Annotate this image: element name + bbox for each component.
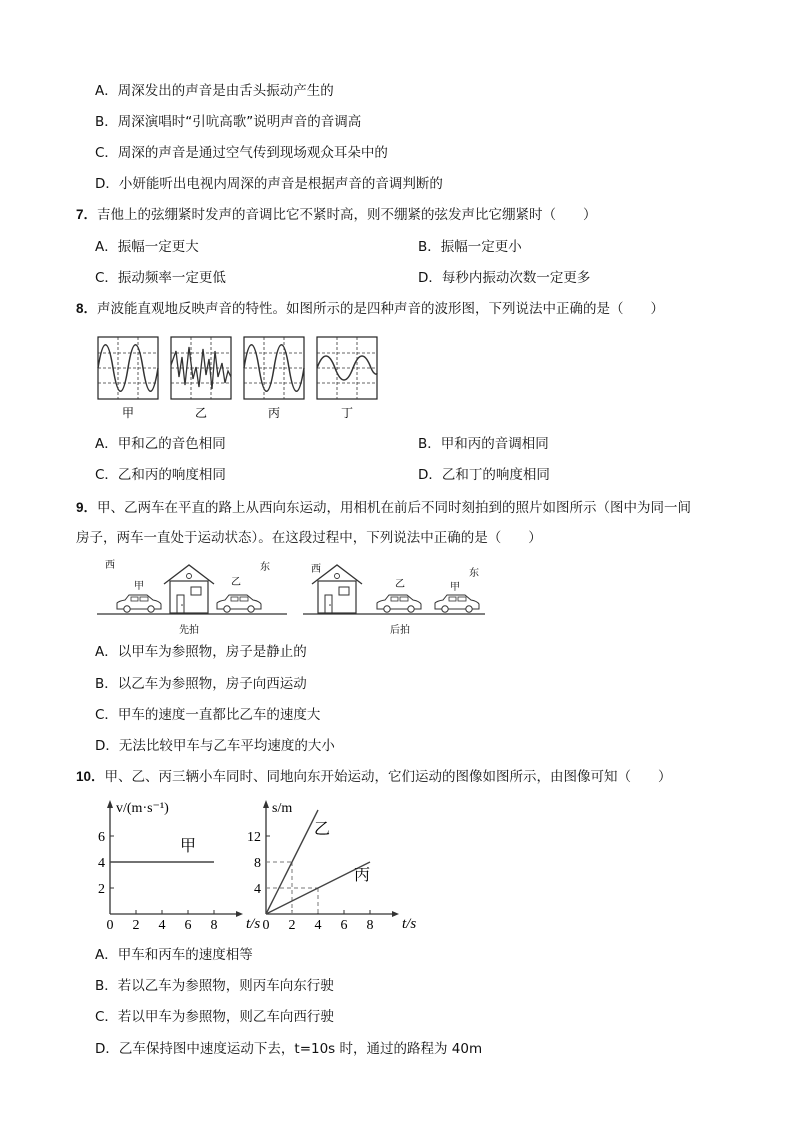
y-axis-label: v/(m·s⁻¹) [116, 801, 169, 816]
q7-option-b: B．振幅一定更小 [418, 239, 522, 255]
x-tick-label: 8 [366, 918, 374, 933]
caption-before: 先拍 [179, 625, 199, 636]
q8-option-c: C．乙和丙的响度相同 [95, 467, 226, 483]
y-tick-label: 8 [254, 856, 261, 871]
y-axis-arrow [263, 800, 269, 808]
car-jia-label-2: 甲 [450, 582, 460, 593]
y-tick-label: 4 [254, 882, 261, 897]
q9-stem-line1 [76, 499, 691, 517]
label-west-2: 西 [311, 564, 321, 575]
q10-number: 10． [76, 769, 105, 784]
q8-stem [76, 300, 664, 318]
car-jia-label: 甲 [134, 581, 144, 592]
q7-number: 7． [76, 207, 98, 222]
label-east-2: 东 [469, 568, 479, 579]
q9-option-c: C．甲车的速度一直都比乙车的速度大 [95, 707, 321, 723]
q8-number: 8． [76, 301, 98, 316]
q7-stem [76, 206, 597, 224]
x-tick-label: 8 [210, 918, 218, 933]
q7-option-c: C．振动频率一定更低 [95, 270, 226, 286]
q8-option-d: D．乙和丁的响度相同 [418, 467, 550, 483]
photo-after [303, 563, 485, 636]
car-yi [217, 595, 261, 612]
q10-stem [76, 768, 672, 786]
q6-option-d: D．小妍能听出电视内周深的声音是根据声音的音调判断的 [95, 176, 443, 192]
car-jia [117, 595, 161, 612]
q8-option-b: B．甲和丙的音调相同 [418, 436, 549, 452]
x-tick-label: 6 [184, 918, 192, 933]
q7-option-d: D．每秒内振动次数一定更多 [418, 270, 591, 286]
label-west: 西 [105, 560, 115, 571]
q7-option-a: A．振幅一定更大 [95, 239, 199, 255]
label-east: 东 [260, 562, 270, 573]
x-tick-label: 0 [262, 918, 270, 933]
y-tick-label: 6 [98, 830, 105, 845]
q8-text: 声波能直观地反映声音的特性。如图所示的是四种声音的波形图，下列说法中正确的是（ ） [97, 301, 665, 317]
q7-text: 吉他上的弦绷紧时发声的音调比它不紧时高，则不绷紧的弦发声比它绷紧时（ ） [97, 207, 597, 223]
photo-before [97, 559, 287, 636]
label-jia: 甲 [121, 406, 135, 420]
q9-option-a: A．以甲车为参照物，房子是静止的 [95, 644, 307, 660]
label-bing: 丙 [267, 406, 281, 420]
distance-time-chart [244, 796, 417, 936]
q10-option-c: C．若以甲车为参照物，则乙车向西行驶 [95, 1009, 334, 1025]
car-house-figure [95, 553, 495, 641]
x-tick-label: 4 [158, 918, 166, 933]
q9-option-b: B．以乙车为参照物，房子向西运动 [95, 676, 307, 692]
x-tick-label: 4 [314, 918, 322, 933]
q6-option-c: C．周深的声音是通过空气传到现场观众耳朵中的 [95, 145, 388, 161]
x-tick-label: 6 [340, 918, 348, 933]
car-jia-2 [435, 595, 479, 612]
q6-option-b: B．周深演唱时“引吭高歌”说明声音的音调高 [95, 114, 362, 130]
q10-text: 甲、乙、丙三辆小车同时、同地向东开始运动，它们运动的图像如图所示，由图像可知（ ） [104, 769, 672, 785]
q9-number: 9． [76, 500, 98, 515]
q10-option-d: D．乙车保持图中速度运动下去，t=10s 时，通过的路程为 40m [95, 1041, 483, 1057]
q8-option-a: A．甲和乙的音色相同 [95, 436, 226, 452]
waveform-figure [90, 330, 390, 422]
waveform-ding [317, 337, 377, 399]
x-axis-arrow [392, 911, 399, 917]
x-tick-label: 0 [106, 918, 114, 933]
car-yi-label: 乙 [231, 577, 241, 588]
label-yi: 乙 [194, 406, 208, 420]
q9-text-1: 甲、乙两车在平直的路上从西向东运动，用相机在前后不同时刻拍到的照片如图所示（图中为同一间 [97, 500, 692, 516]
q9-option-d: D．无法比较甲车与乙车平均速度的大小 [95, 738, 335, 754]
x-axis-label: t/s [246, 916, 261, 932]
car-yi-label-2: 乙 [395, 579, 405, 590]
y-axis-label: s/m [272, 801, 293, 816]
series-label-0: 乙 [314, 819, 331, 838]
x-axis-label: t/s [402, 916, 417, 932]
waveform-jia [98, 337, 158, 399]
q9-stem-line2: 房子，两车一直处于运动状态）。在这段过程中，下列说法中正确的是（ ） [76, 530, 542, 546]
y-axis-arrow [107, 800, 113, 808]
q10-option-a: A．甲车和丙车的速度相等 [95, 947, 253, 963]
q10-option-b: B．若以乙车为参照物，则丙车向东行驶 [95, 978, 334, 994]
waveform-yi [171, 337, 231, 399]
series-label-1: 丙 [354, 865, 371, 884]
house [164, 565, 214, 613]
caption-after: 后拍 [390, 625, 410, 636]
series-label-0: 甲 [180, 836, 197, 855]
x-axis-arrow [236, 911, 243, 917]
y-tick-label: 12 [247, 830, 261, 845]
x-tick-label: 2 [132, 918, 140, 933]
car-yi-2 [377, 595, 421, 612]
x-tick-label: 2 [288, 918, 296, 933]
waveform-bing [244, 337, 304, 399]
label-ding: 丁 [340, 406, 354, 420]
y-tick-label: 2 [98, 882, 105, 897]
y-tick-label: 4 [98, 856, 105, 871]
q6-option-a: A．周深发出的声音是由舌头振动产生的 [95, 83, 334, 99]
